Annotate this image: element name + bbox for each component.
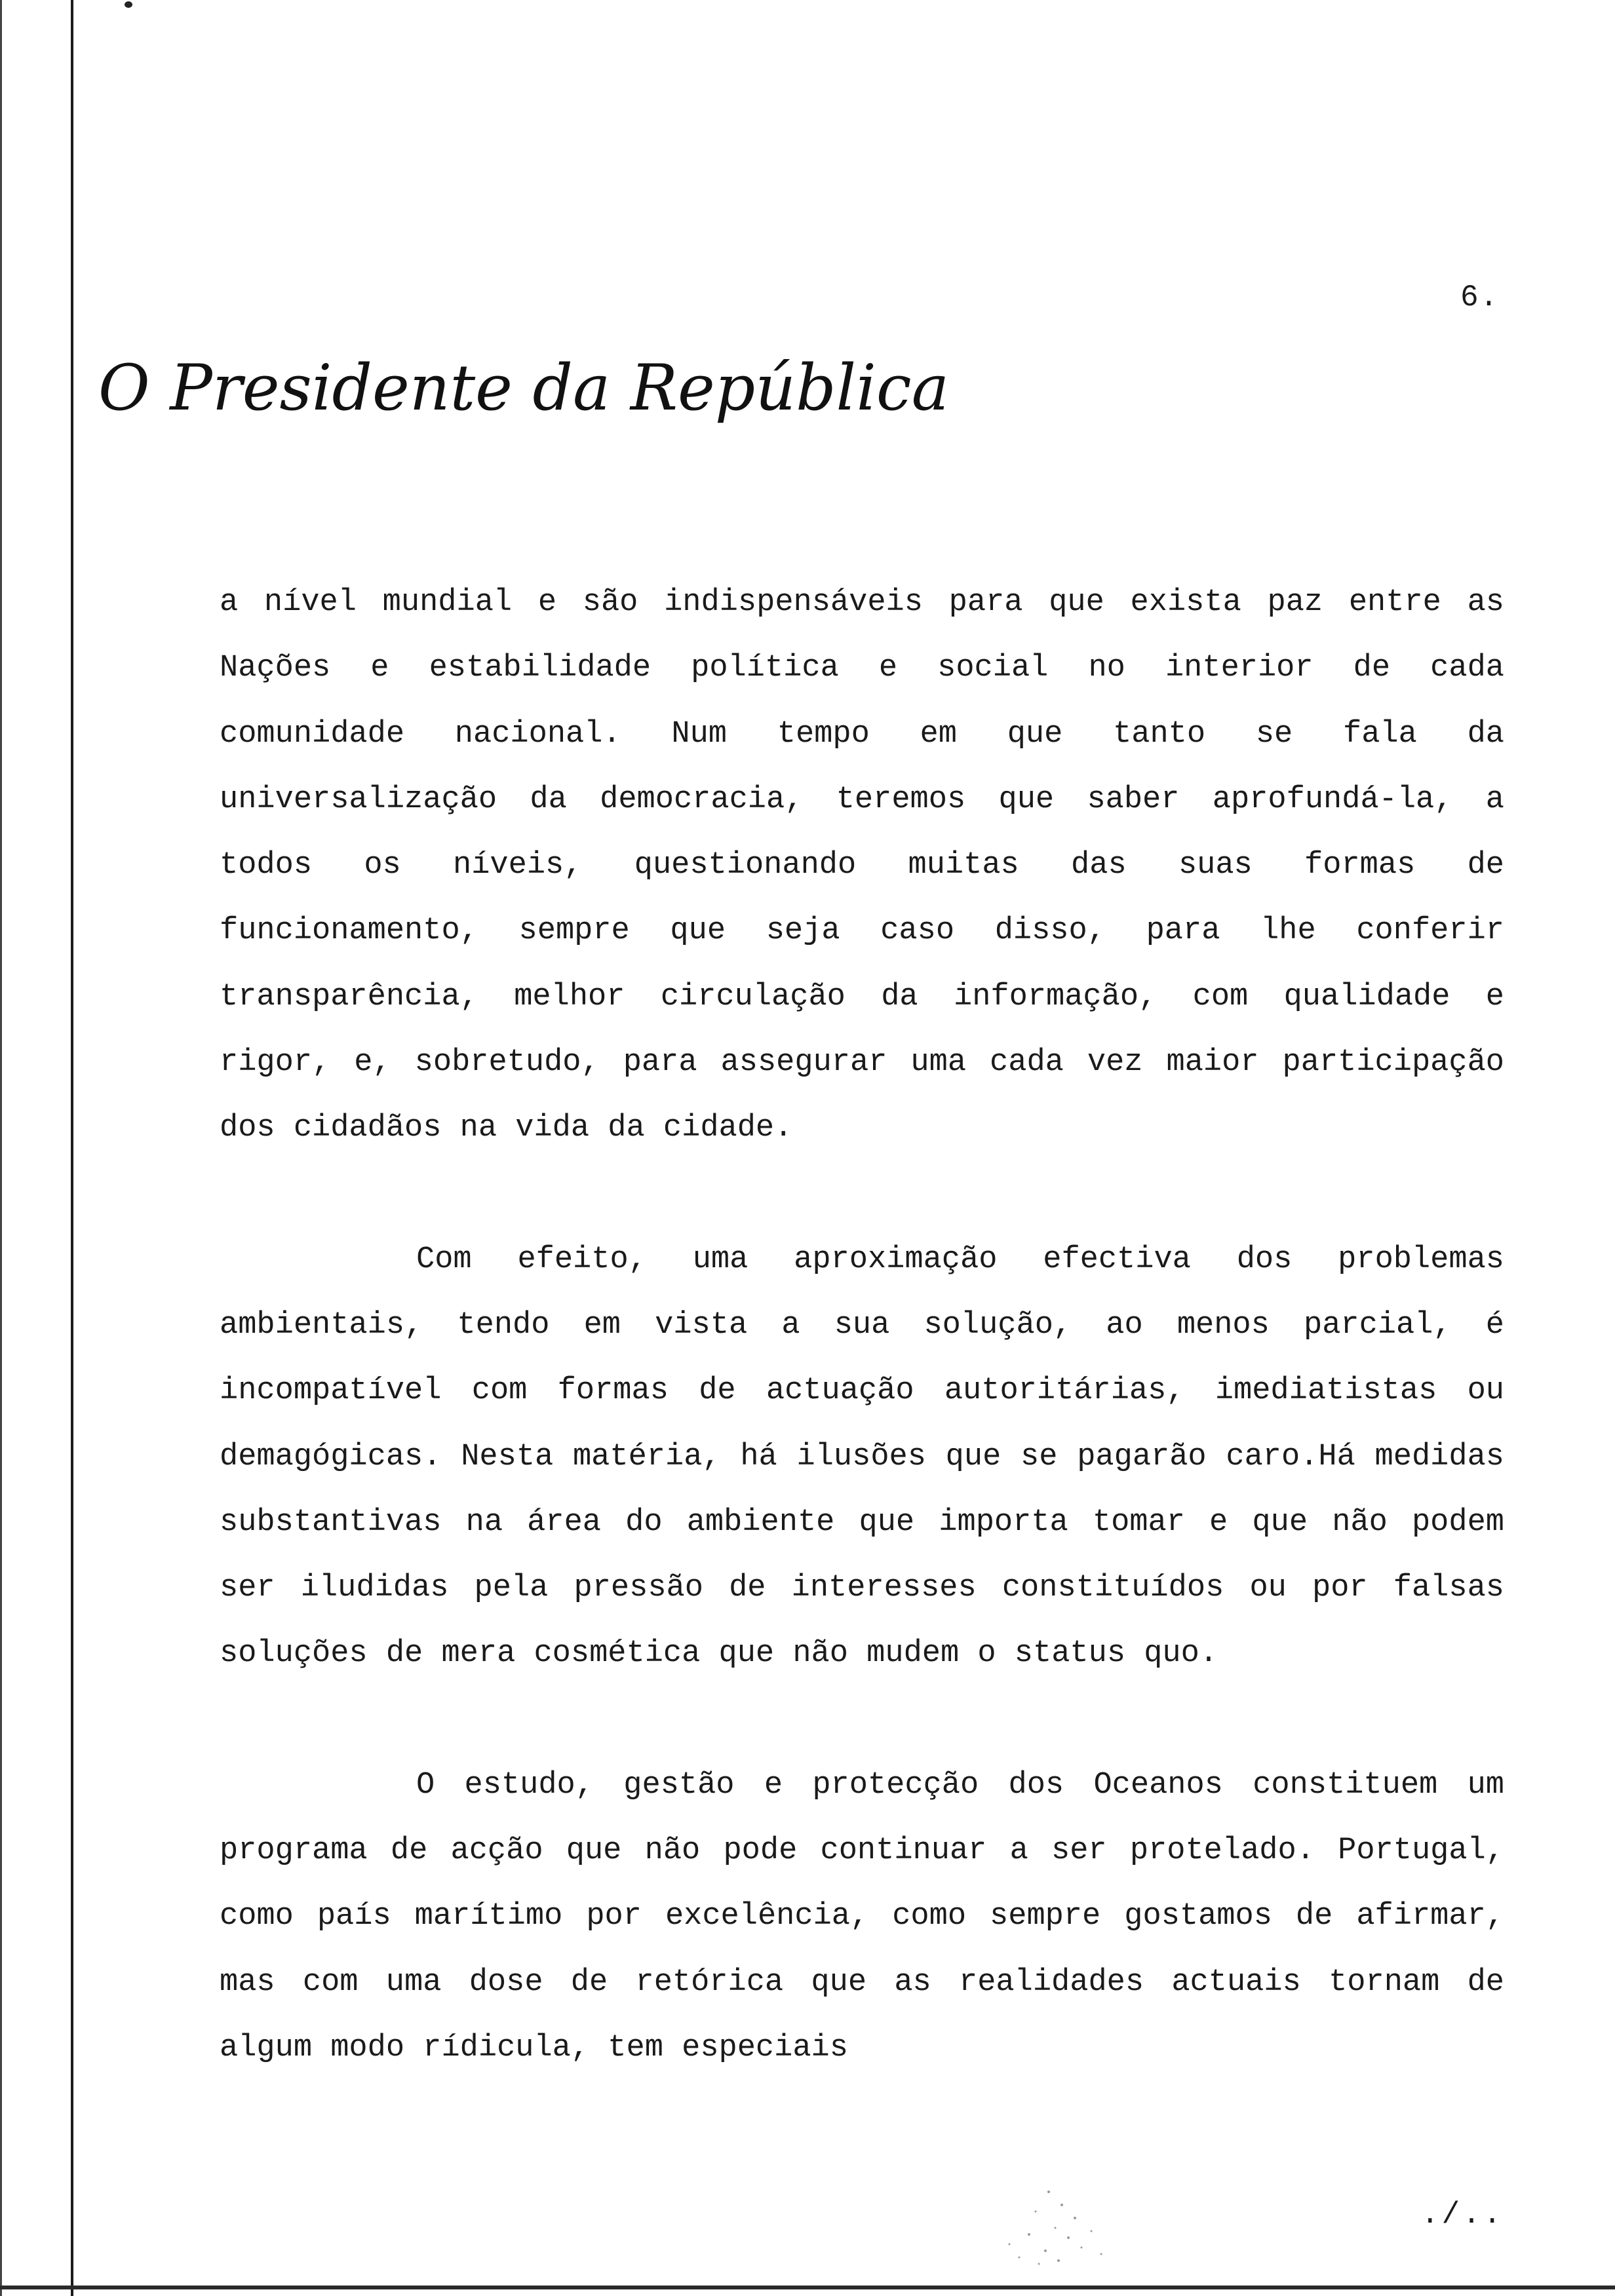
letterhead-script-logo xyxy=(98,347,949,432)
page-left-edge xyxy=(0,0,2,2296)
page-bottom-edge xyxy=(0,2286,1615,2289)
scan-speck xyxy=(125,1,132,8)
paragraph-3: O estudo, gestão e protecção dos Oceanos constituem um programa de acção que não pode continuar a ser protelado. Portugal, como país marítimo por excelência, como sempre gostamos de afirmar, mas com uma dose de retórica que as realidades actuais tornam de algum modo rídicula, tem especiais xyxy=(220,1767,1504,2065)
page-number: 6. xyxy=(1460,280,1500,315)
continuation-mark: ./.. xyxy=(1421,2198,1504,2232)
document-body xyxy=(220,570,1504,2081)
letterhead xyxy=(98,347,949,432)
paragraph-2: Com efeito, uma aproximação efectiva dos problemas ambientais, tendo em vista a sua solução, ao menos parcial, é incompatível com formas de actuação autoritárias, imediatistas ou demagógicas. Nesta matéria, há ilusões que se pagarão caro.Há medidas substantivas na área do ambiente que importa tomar e que não podem ser iludidas pela pressão de interesses constituídos ou por falsas soluções de mera cosmética que não mudem o status quo. xyxy=(220,1242,1504,1672)
binding-margin-line xyxy=(71,0,73,2296)
letterhead-text: O Presidente da República xyxy=(98,351,949,425)
paragraph-1: a nível mundial e são indispensáveis para que exista paz entre as Nações e estabilidade política e social no interior de cada comunidade nacional. Num tempo em que tanto se fala da universalização da democracia, teremos que saber aprofundá-la, a todos os níveis, questionando muitas das suas formas de funcionamento, sempre que seja caso disso, para lhe conferir transparência, melhor circulação da informação, com qualidade e rigor, e, sobretudo, para assegurar uma cada vez maior participação dos cidadãos na vida da cidade. xyxy=(220,585,1504,1146)
scan-noise xyxy=(970,2166,1127,2270)
